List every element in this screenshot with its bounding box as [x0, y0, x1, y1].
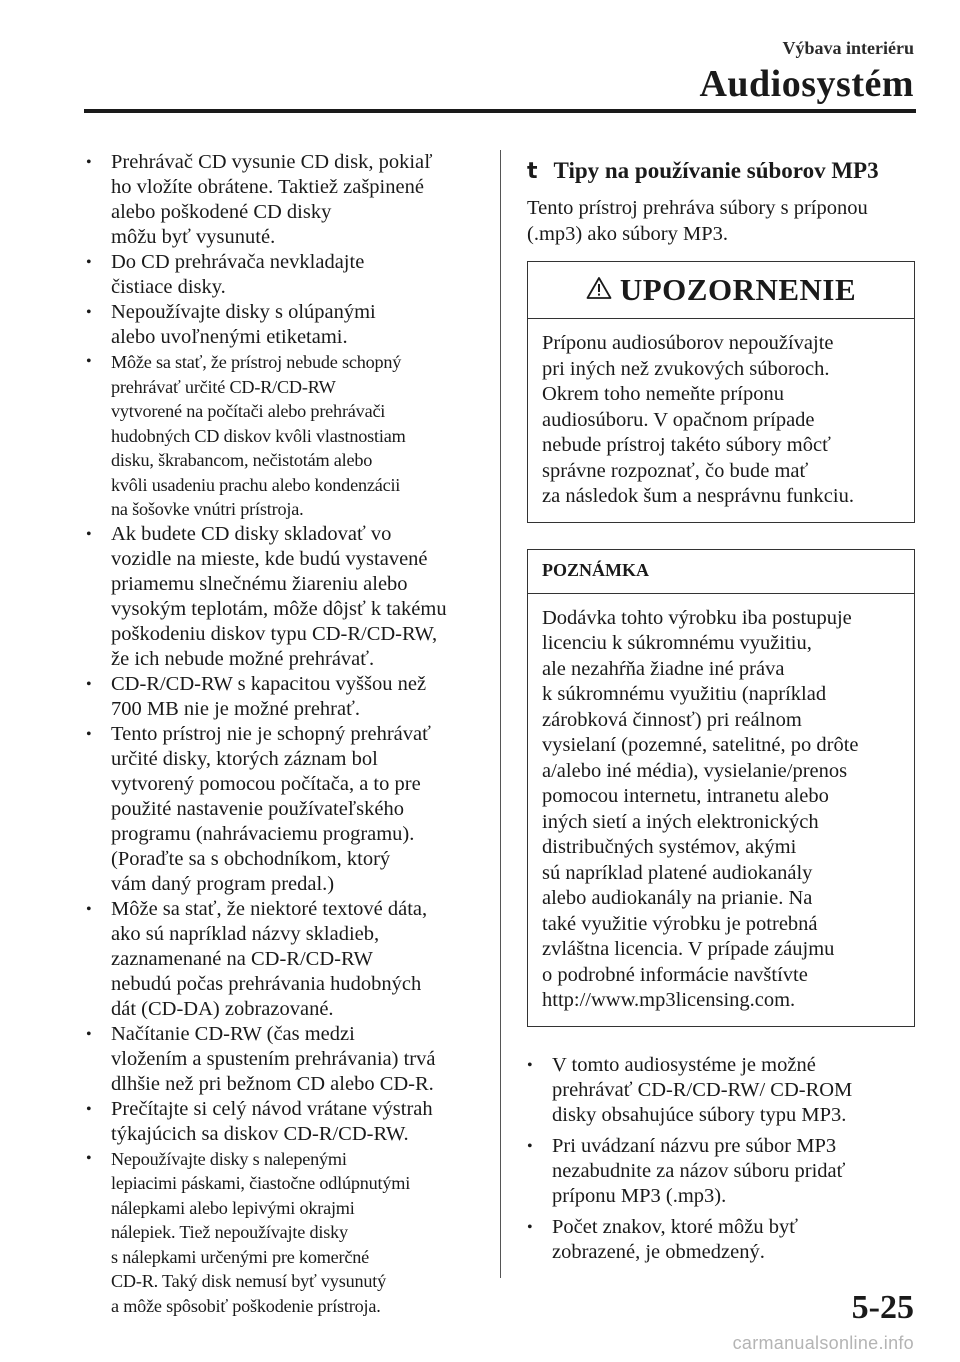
text-line: vysokým teplotám, môže dôjsť k takému — [111, 597, 447, 620]
right-column — [527, 158, 915, 1271]
text-line: vám daný program predal.) — [111, 872, 335, 895]
text-line: vytvorené na počítači alebo prehrávači — [111, 401, 386, 421]
mp3-bullet-list — [527, 1053, 915, 1265]
text-line: zaznamenané na CD-R/CD-RW — [111, 947, 373, 970]
text-line: s nálepkami určenými pre komerčné — [111, 1246, 370, 1267]
text-line: poškodeniu diskov typu CD-R/CD-RW, — [111, 622, 438, 645]
text-line: vozidle na mieste, kde budú vystavené — [111, 547, 428, 570]
text-line: k súkromnému využitiu (napríklad — [542, 683, 827, 705]
bullet-item — [86, 722, 486, 897]
text-line: Nepoužívajte disky s olúpanými — [111, 301, 376, 323]
text-line: že ich nebude možné prehrávať. — [111, 647, 375, 670]
bullet-icon: • — [527, 1056, 533, 1074]
text-line: dát (CD-DA) zobrazované. — [111, 997, 334, 1020]
text-line: hudobných CD diskov kvôli vlastnostiam — [111, 425, 406, 446]
section-label: Výbava interiéru — [782, 38, 914, 58]
text-line: licenciu k súkromnému využitiu, — [542, 632, 812, 654]
text-line: Okrem toho nemeňte príponu — [542, 383, 784, 405]
text-line: CD-R. Taký disk nemusí byť vysunutý — [111, 1271, 387, 1291]
text-line: vytvorený pomocou počítača, a to pre — [111, 772, 421, 795]
caution-body — [528, 319, 914, 522]
text-line: iných sietí a iných elektronických — [542, 810, 819, 833]
caution-box — [527, 261, 915, 523]
text-line: Môže sa stať, že prístroj nebude schopný — [111, 352, 402, 372]
bullet-item — [86, 672, 486, 722]
note-title: POZNÁMKA — [528, 550, 914, 594]
text-line: 700 MB nie je možné prehrať. — [111, 697, 360, 720]
text-line: (.mp3) ako súbory MP3. — [527, 222, 729, 245]
note-box — [527, 549, 915, 1027]
text-line: použité nastavenie používateľského — [111, 797, 404, 820]
text-line: správne rozpoznať, čo bude mať — [542, 459, 809, 482]
text-line: Pri uvádzaní názvu pre súbor MP3 — [552, 1134, 837, 1157]
text-line: (Poraďte sa s obchodníkom, ktorý — [111, 847, 391, 870]
bullet-item — [527, 1134, 915, 1209]
text-line: na šošovke vnútri prístroja. — [111, 499, 304, 519]
bullet-item — [86, 1022, 486, 1097]
bullet-icon: • — [86, 304, 92, 321]
bullet-item — [527, 1053, 915, 1128]
text-line: programu (nahrávaciemu programu). — [111, 822, 415, 845]
bullet-icon: • — [86, 725, 92, 743]
text-line: také využitie výrobku je potrebná — [542, 912, 818, 935]
text-line: ho vložíte obrátene. Taktiež zašpinené — [111, 176, 424, 198]
text-line: a môže spôsobiť poškodenie prístroja. — [111, 1295, 381, 1316]
text-line: CD-R/CD-RW s kapacitou vyššou než — [111, 672, 427, 695]
bullet-icon: • — [527, 1137, 533, 1155]
bullet-item — [86, 150, 486, 250]
bullet-item — [86, 1097, 486, 1147]
bullet-icon: • — [86, 525, 92, 543]
bullet-icon: • — [86, 1149, 92, 1167]
text-line: pomocou internetu, intranetu alebo — [542, 785, 829, 807]
text-line: dlhšie než pri bežnom CD alebo CD-R. — [111, 1072, 434, 1095]
text-line: prehrávať určité CD-R/CD-RW — [111, 376, 336, 397]
text-line: môžu byť vysunuté. — [111, 226, 276, 248]
text-line: o podrobné informácie navštívte — [542, 963, 808, 986]
text-line: alebo poškodené CD disky — [111, 201, 332, 223]
mp3-heading-text: Tipy na používanie súborov MP3 — [553, 158, 879, 183]
bullet-item — [86, 522, 486, 672]
text-line: určité disky, ktorých záznam bol — [111, 747, 378, 770]
text-line: audiosúboru. V opačnom prípade — [542, 408, 815, 431]
text-line: prehrávať CD-R/CD-RW/ CD-ROM — [552, 1078, 853, 1101]
text-line: priamemu slnečnému žiareniu alebo — [111, 572, 408, 595]
text-line: alebo audiokanály na prianie. Na — [542, 887, 813, 909]
text-line: Prehrávač CD vysunie CD disk, pokiaľ — [111, 151, 433, 173]
text-line: pri iných než zvukových súboroch. — [542, 357, 830, 380]
bullet-icon: • — [86, 154, 92, 171]
text-line: zobrazené, je obmedzený. — [552, 1240, 765, 1263]
bullet-item — [527, 1215, 915, 1265]
text-line: zvláštna licencia. V prípade záujmu — [542, 938, 835, 960]
text-line: zárobková činnosť) pri reálnom — [542, 708, 802, 731]
bullet-item — [86, 250, 486, 300]
text-line: http://www.mp3licensing.com. — [542, 989, 796, 1011]
text-line: ale nezahŕňa žiadne iné práva — [542, 657, 785, 680]
text-line: Do CD prehrávača nevkladajte — [111, 251, 365, 273]
note-body — [528, 594, 914, 1026]
text-line: čistiace disky. — [111, 276, 226, 298]
text-line: a/alebo iné média), vysielanie/prenos — [542, 759, 848, 782]
header-rule — [84, 109, 916, 113]
text-line: Príponu audiosúborov nepoužívajte — [542, 332, 834, 354]
mp3-intro — [527, 196, 915, 247]
text-line: Môže sa stať, že niektoré textové dáta, — [111, 897, 428, 920]
text-line: Prečítajte si celý návod vrátane výstrah — [111, 1097, 433, 1120]
bullet-icon: • — [86, 900, 92, 918]
text-line: nálepkami alebo lepivými okrajmi — [111, 1197, 355, 1218]
text-line: nezabudnite za názov súboru pridať — [552, 1159, 846, 1182]
text-line: Počet znakov, ktoré môžu byť — [552, 1215, 798, 1238]
bullet-item — [86, 1147, 486, 1319]
text-line: Nepoužívajte disky s nalepenými — [111, 1148, 347, 1169]
bullet-item — [86, 350, 486, 522]
bullet-icon: • — [86, 353, 92, 370]
text-line: ako sú napríklad názvy skladieb, — [111, 922, 380, 945]
column-divider — [500, 150, 501, 1278]
watermark: carmanualsonline.info — [732, 1333, 914, 1353]
text-line: nebude prístroj takéto súbory môcť — [542, 434, 831, 456]
text-line: nálepiek. Tiež nepoužívajte disky — [111, 1222, 348, 1242]
text-line: Dodávka tohto výrobku iba postupuje — [542, 606, 852, 629]
text-line: príponu MP3 (.mp3). — [552, 1184, 727, 1207]
caution-title: UPOZORNENIE — [619, 272, 857, 307]
text-line: V tomto audiosystéme je možné — [552, 1053, 816, 1076]
text-line: vložením a spustením prehrávania) trvá — [111, 1047, 436, 1070]
text-line: sú napríklad platené audiokanály — [542, 861, 813, 884]
chapter-title: Audiosystém — [699, 63, 914, 105]
text-line: Tento prístroj prehráva súbory s príponou — [527, 197, 868, 219]
text-line: za následok šum a nesprávnu funkciu. — [542, 485, 854, 507]
bullet-icon: • — [86, 254, 92, 271]
section-marker-icon: t — [527, 159, 538, 184]
text-line: nebudú počas prehrávania hudobných — [111, 972, 422, 995]
bullet-icon: • — [527, 1218, 533, 1236]
text-line: týkajúcich sa diskov CD-R/CD-RW. — [111, 1122, 409, 1145]
left-column — [86, 150, 486, 1318]
cd-bullet-list — [86, 150, 486, 1318]
page-number: 5-25 — [851, 1289, 914, 1326]
text-line: Načítanie CD-RW (čas medzi — [111, 1022, 355, 1045]
text-line: kvôli usadeniu prachu alebo kondenzácii — [111, 474, 401, 495]
text-line: disku, škrabancom, nečistotám alebo — [111, 450, 373, 470]
text-line: alebo uvoľnenými etiketami. — [111, 326, 348, 348]
bullet-item — [86, 300, 486, 350]
bullet-icon: • — [86, 675, 92, 693]
text-line: lepiacimi páskami, čiastočne odlúpnutými — [111, 1173, 411, 1193]
bullet-item — [86, 897, 486, 1022]
mp3-section-heading — [527, 158, 915, 184]
bullet-icon: • — [86, 1100, 92, 1118]
warning-triangle-icon — [586, 276, 612, 305]
text-line: Ak budete CD disky skladovať vo — [111, 522, 392, 545]
caution-header — [528, 262, 914, 319]
text-line: disky obsahujúce súbory typu MP3. — [552, 1103, 847, 1126]
bullet-icon: • — [86, 1025, 92, 1043]
text-line: distribučných systémov, akými — [542, 836, 797, 858]
text-line: Tento prístroj nie je schopný prehrávať — [111, 722, 431, 745]
text-line: vysielaní (pozemné, satelitné, po drôte — [542, 734, 859, 756]
